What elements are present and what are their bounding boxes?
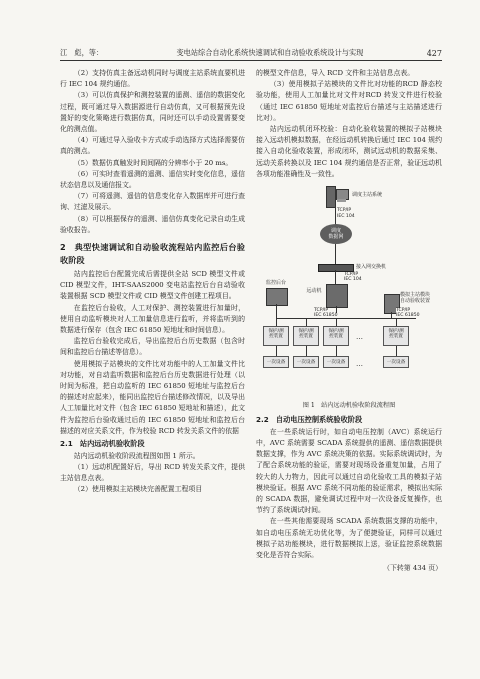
- protocol-label: TCP/IP: [337, 208, 352, 214]
- subsection-heading: 2.1 站内远动机验收阶段: [60, 439, 145, 449]
- ied-device: 保护/测 控装置: [323, 326, 349, 346]
- paragraph: （8）可以根据保存的遥测、遥信仿真变化记录自动生成验收报告。: [60, 214, 245, 234]
- master-station-label: 调度主站系统: [352, 192, 383, 199]
- paragraph: 站内监控后台配置完成后需提供全站 SCD 模型文件或 CID 模型文件，IHT-SAAS2000 变电站监控后台自动验收装置根据 SCD 模型文件或 CID 模型文件创建工程项目。: [60, 270, 245, 301]
- header-rule: [60, 60, 442, 61]
- protocol-label: IEC 104: [344, 277, 362, 283]
- connector: [276, 318, 277, 326]
- paragraph: （5）数据仿真触发时间间隔的分辨率小于 20 ms。: [73, 158, 233, 167]
- header-title: 变电站综合自动化系统快速调试和自动验收系统设计与实现: [176, 48, 364, 57]
- connector: [336, 346, 337, 356]
- server-icon: [322, 186, 348, 208]
- switch-icon: [318, 264, 354, 272]
- connector: [396, 346, 397, 356]
- connector: [396, 318, 397, 326]
- ied-device: 保护/测 控装置: [263, 326, 289, 346]
- primary-device: 一次设备: [323, 356, 349, 368]
- left-column: [60, 68, 245, 495]
- connector: [391, 312, 392, 318]
- paragraph: （4）可通过导入验收卡方式或手动选择方式选择需要仿真的测点。: [60, 136, 245, 156]
- connector: [276, 346, 277, 356]
- switch-label: 接入网交换机: [356, 264, 387, 271]
- paragraph: 站内远动机闭环校验：自动化验收装置的模拟子站模块接入远动机模拟数据，在经远动机转换后通过 IEC 104 规约接入自动化验收装置，形成闭环，测试远动机的数据采集、远动关系转换以及 IEC 104 规约通信是否正常，验证远动机各项功能准确性及一致性。: [256, 125, 442, 178]
- monitor-icon: [266, 288, 288, 306]
- connector: [276, 304, 277, 318]
- protocol-label: IEC 104: [337, 214, 355, 220]
- figure-1-diagram: [256, 184, 442, 398]
- paragraph: （1）远动机配置好后，导出 RCD 转发关系文件，提供主站信息点表。: [60, 462, 245, 482]
- sim-device-label: 模拟主站模块 自动验收装置: [400, 292, 431, 305]
- header-authors: 江 彪，等：: [60, 48, 104, 57]
- section-heading: 2 典型快速调试和自动验收流程站内监控后台验收阶段: [60, 242, 245, 265]
- paragraph: 监控后台验收完成后，导出监控后台历史数据（包含时间和监控后台描述等信息）。: [60, 337, 245, 357]
- ied-device: 保护/测 控装置: [293, 326, 319, 346]
- connector: [335, 244, 336, 264]
- rtu-label: 远动机: [306, 288, 322, 295]
- paragraph: （3）可以仿真保护和测控装置的遥测、遥信的数据变化过程，既可通过导入数据源进行自动仿真，又可根据预先设置好的变化策略进行数据仿真，同时还可以手动设置需要变化的测点值。: [60, 91, 245, 134]
- paragraph: （2）使用模拟主站模块完善配置工程项目: [73, 485, 203, 494]
- protocol-label: TCP/IP: [396, 308, 411, 314]
- continuation-note: （下转第 434 页）: [383, 564, 442, 573]
- paragraph: 使用模拟子站模块的文件比对功能中的人工加量文件比对功能，对自动监听数据和监控后台历史数据进行处理（以时间为标准，把自动监听的 IEC 61850 短地址与监控后台的描述对应起来），能同出监控后台描述修改情况，以及导出人工加量比对文件（包含 IEC 61850 短地址和描述），此文件为监控后台验收通过后的 IEC 61850 短地址和监控后台描述的对应关系文件，作为校验 RCD 转发关系文件的依据: [60, 359, 245, 435]
- ellipsis: …: [356, 360, 363, 369]
- page-header: [60, 46, 442, 58]
- ied-device: 保护/测 控装置: [383, 326, 409, 346]
- paragraph: 站内远动机验收阶段流程图如图 1 所示。: [73, 451, 200, 460]
- subsection-heading: 2.2 自动电压控制系统验收阶段: [256, 415, 363, 425]
- bus-line: [276, 318, 416, 319]
- primary-device: 一次设备: [383, 356, 409, 368]
- ellipsis: …: [356, 333, 363, 342]
- paragraph: （2）支持仿真主备远动机同时与调度主站系统直要机进行 IEC 104 规约通信。: [60, 69, 245, 89]
- paragraph: （3）使用模拟子站模块的文件比对功能的RCD 静态校验功能，使用人工加量比对文件对RCD 转发文件进行校验（通过 IEC 61850 短地址对监控后台描述与主站描述进行比对）。: [256, 80, 442, 122]
- paragraph: （7）可将遥测、遥信的信息变化存入数据库并可进行查询、过滤及展示。: [60, 192, 245, 212]
- connector: [336, 318, 337, 326]
- protocol-label: TCP/IP: [344, 272, 359, 278]
- paragraph: 的模型文件信息，导入 RCD 文件和主站信息点表。: [256, 69, 415, 77]
- primary-device: 一次设备: [293, 356, 319, 368]
- protocol-label: IEC 61850: [314, 313, 338, 319]
- paragraph: 在一些系统运行时，如自动电压控制（AVC）系统运行中，AVC 系统需要 SCADA 系统提供的遥测、遥信数据提供数据支撑，作为 AVC 系统决策的依据。实际系统调试时，为了配合系统功能的验证，需要对现场设备重复加量，占用了较大的人力物力，因此可以通过自动化验收工具的模拟子站模块验证。根据 AVC 系统不同功能的验证需求，模拟出实际的 SCADA 数据，避免调试过程中对一次设备反复操作，也节约了系统调试时间。: [256, 427, 442, 515]
- paragraph: 在一些其他需要现场 SCADA 系统数据支撑的功能中，如自动电压系统无功优化等，为了便捷验证，同样可以通过模拟子站功能模块，进行数据模拟上送，验证监控系统数据变化是否符合实际。: [256, 517, 442, 559]
- paragraph: （6）可实时查看遥测的遥测、遥信实时变化信息，遥信状态信息以及通信报文。: [60, 169, 245, 190]
- data-network-label: 调度 数据网: [328, 228, 344, 241]
- connector: [306, 318, 307, 326]
- figure-caption: 图 1 站内远动机验收阶段流程图: [302, 402, 396, 410]
- protocol-label: TCP/IP: [314, 308, 329, 314]
- connector: [335, 270, 336, 284]
- paragraph: 在监控后台验收，人工对保护、测控装置进行加量时，使用自动监听模块对人工加量信息进行监听，并将监听到的数据进行保存（包含 IEC 61850 短地址和时间信息）。: [60, 303, 245, 335]
- right-column: [256, 68, 442, 574]
- primary-device: 一次设备: [263, 356, 289, 368]
- monitor-label: 监控后台: [265, 280, 286, 287]
- protocol-label: IEC 61850: [396, 313, 420, 319]
- rtu-icon: [326, 284, 348, 308]
- page-number: 427: [426, 49, 442, 58]
- connector: [306, 346, 307, 356]
